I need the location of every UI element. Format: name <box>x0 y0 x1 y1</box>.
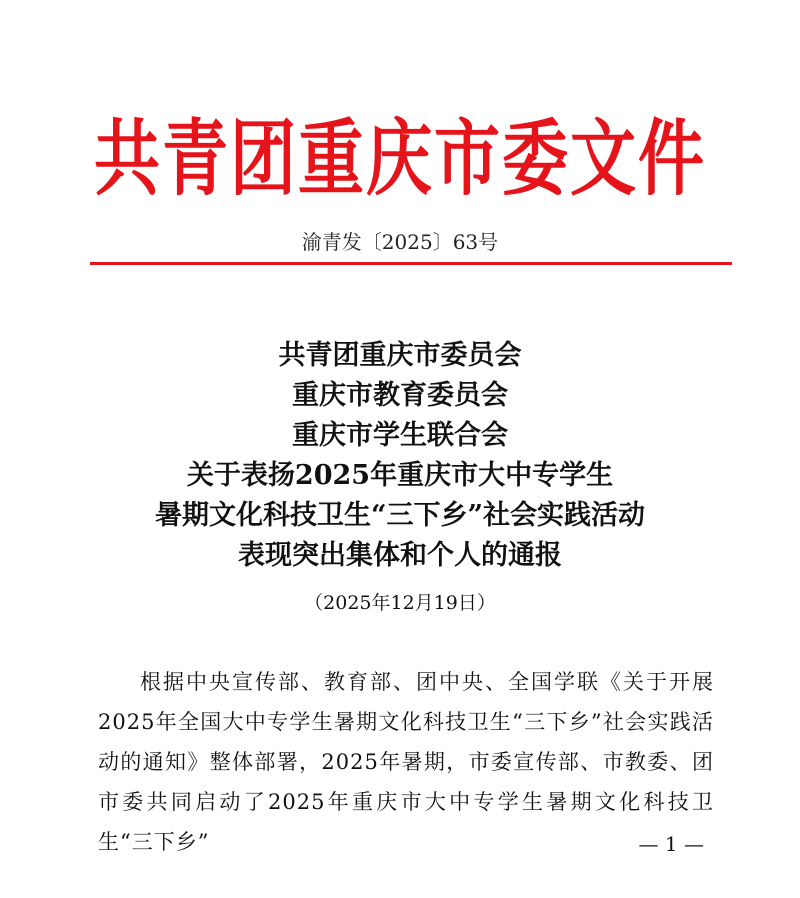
title-line: 共青团重庆市委员会 <box>278 340 522 371</box>
notice-title <box>0 336 800 576</box>
document-number: 渝青发〔2025〕63号 <box>301 230 499 254</box>
document-header-title: 共青团重庆市委文件 <box>94 110 706 207</box>
body-paragraph: 根据中央宣传部、教育部、团中央、全国学联《关于开展2025年全国大中专学生暑期文化科技卫生“三下乡”社会实践活动的通知》整体部署，2025年暑期，市委宣传部、市教委、团市委共同启动了2025年重庆市大中专学生暑期文化科技卫生“三下乡” <box>98 670 714 854</box>
title-line: 重庆市学生联合会 <box>292 420 508 451</box>
title-line: 表现突出集体和个人的通报 <box>238 540 562 571</box>
red-divider-line <box>90 262 732 265</box>
notice-date: （2025年12月19日） <box>304 592 496 614</box>
title-line: 暑期文化科技卫生“三下乡”社会实践活动 <box>154 500 646 531</box>
title-line: 重庆市教育委员会 <box>292 380 508 411</box>
page-number: — 1 — <box>638 832 704 856</box>
title-line: 关于表扬2025年重庆市大中专学生 <box>186 460 614 491</box>
